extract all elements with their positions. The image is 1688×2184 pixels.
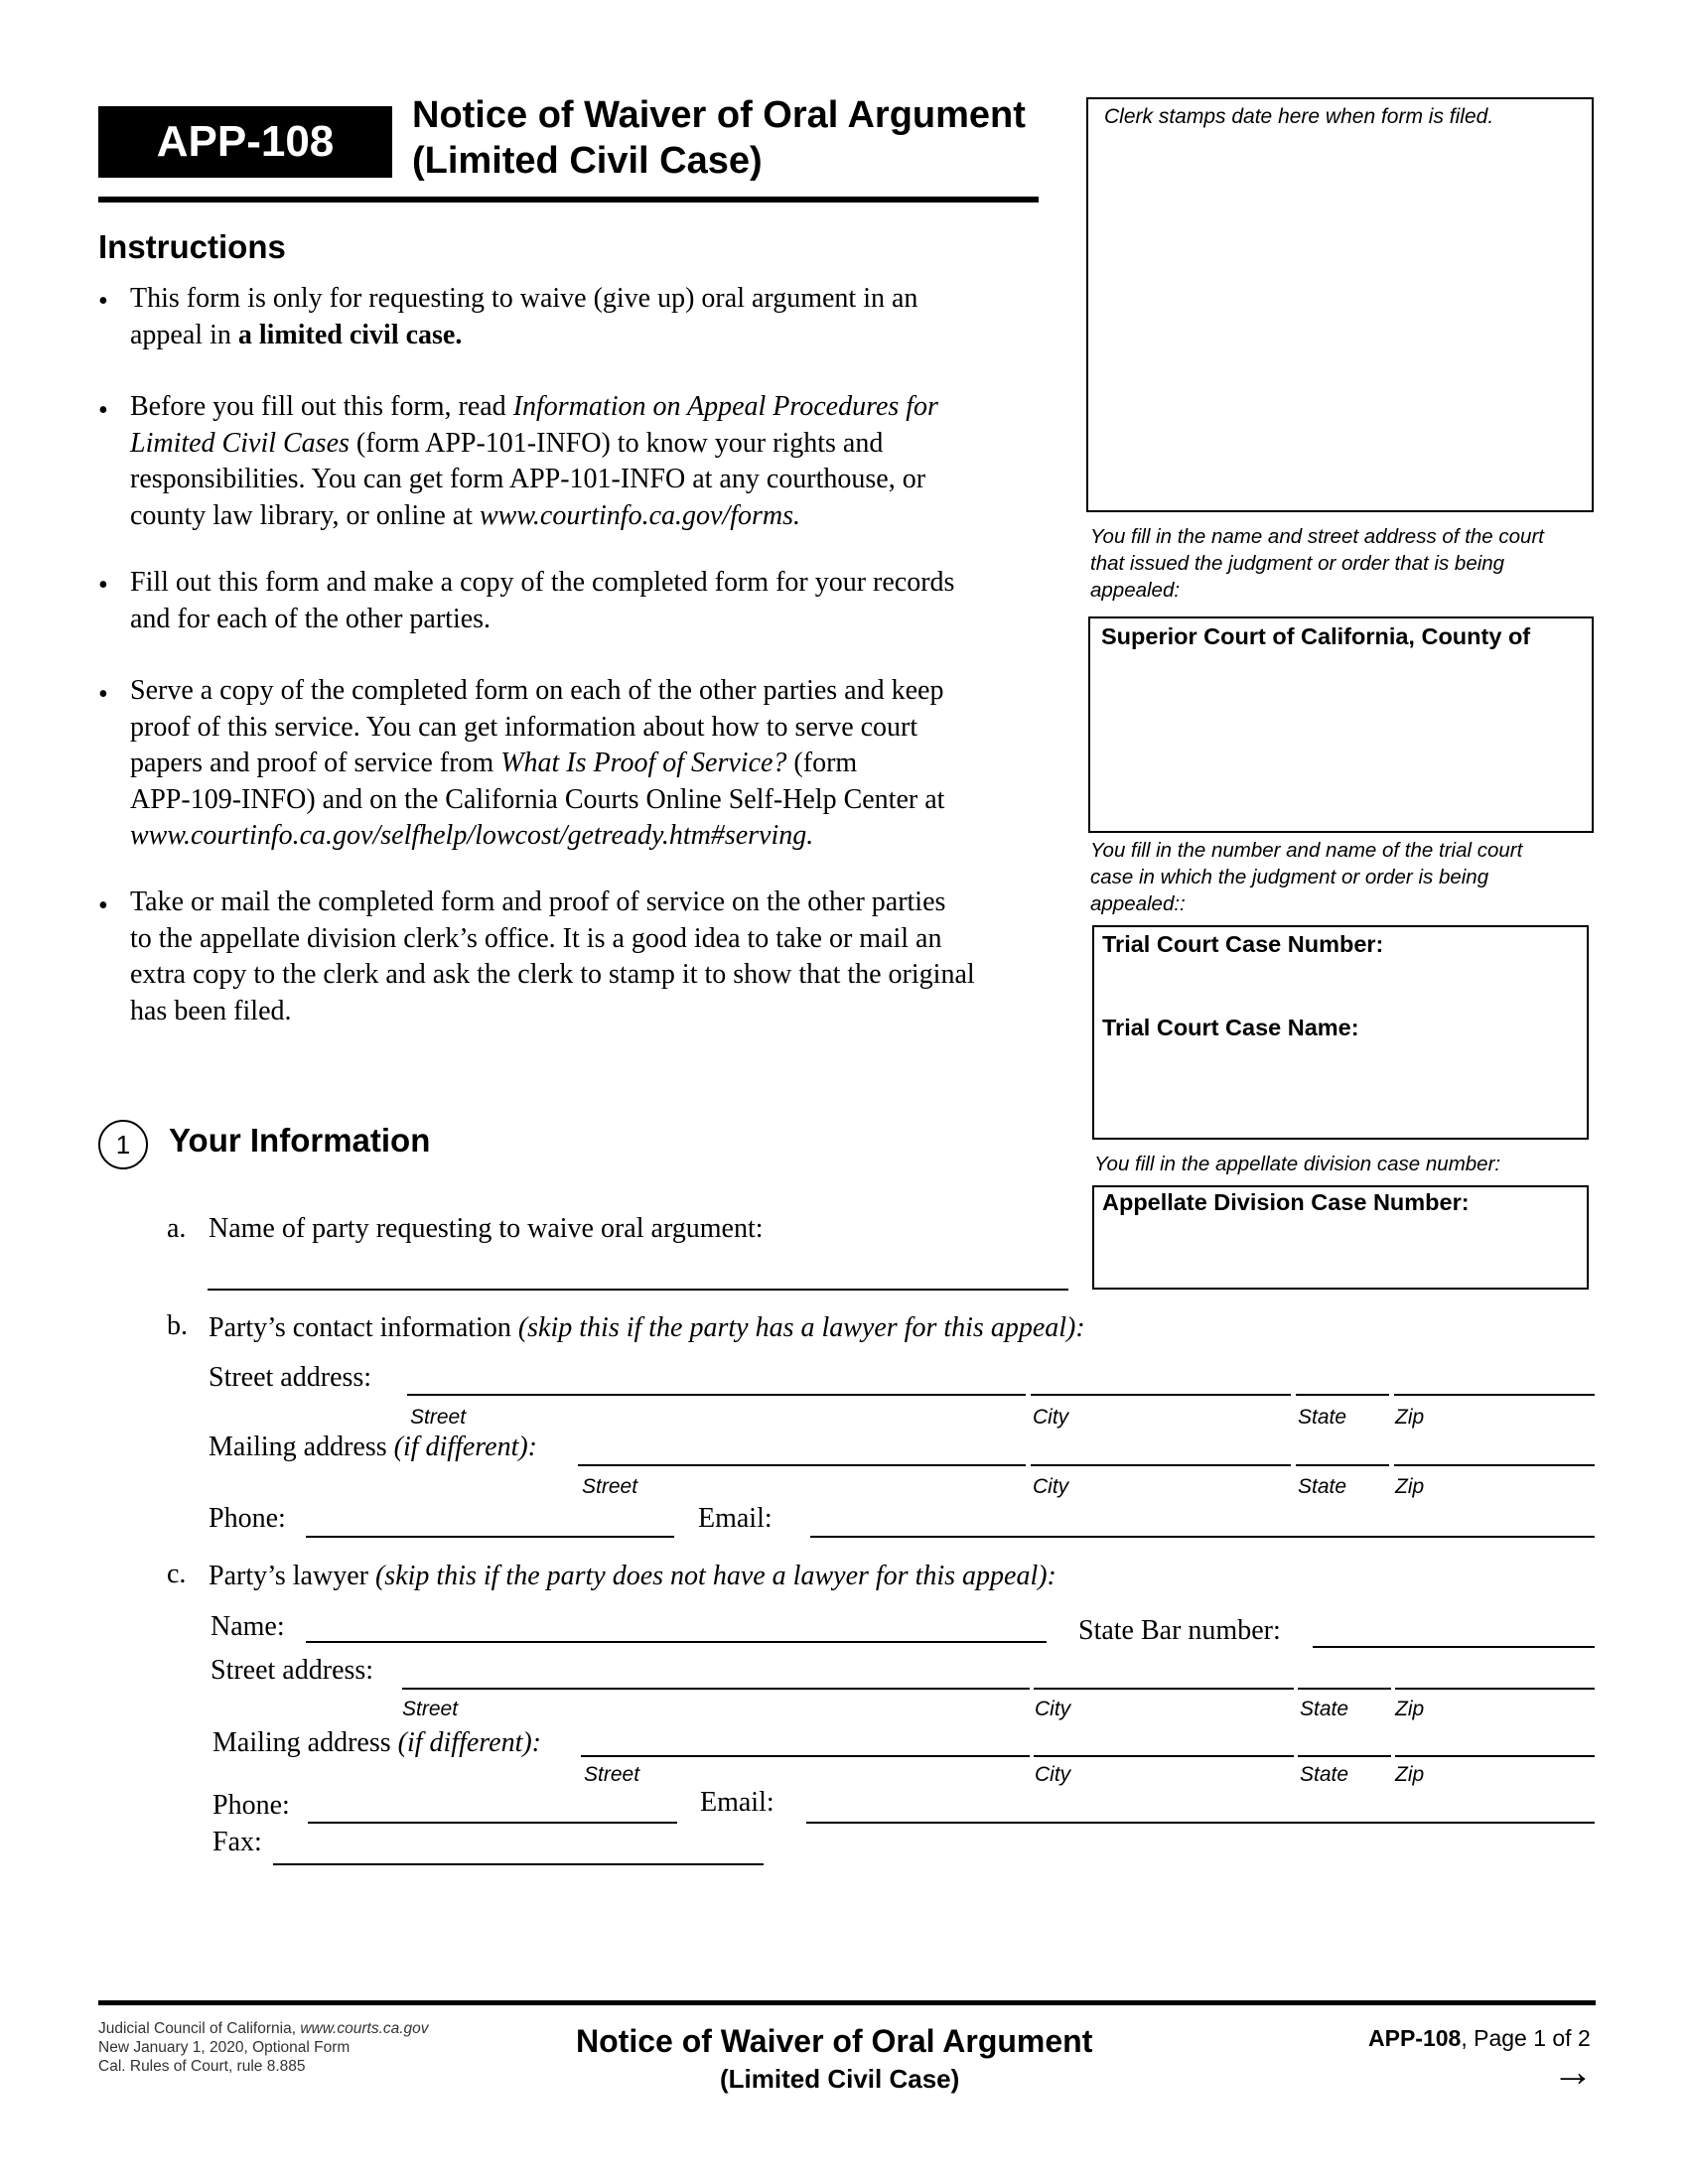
sub-label-zip: Zip <box>1395 1406 1425 1429</box>
instruction-2: Before you fill out this form, read Information on Appeal Procedures for Limited Civil Cases (form APP-101-INFO) to know your rights and responsibilities. You can get form APP-101-INFO at any courthouse, or county law library, or online at www.courtinfo.ca.gov/forms. <box>130 391 938 531</box>
form-subtitle: (Limited Civil Case) <box>412 140 763 182</box>
lawyer-phone-label: Phone: <box>212 1790 290 1821</box>
bullet-dot: • <box>98 890 108 921</box>
lawyer-street-address-label: Street address: <box>211 1655 374 1686</box>
party-state-input[interactable] <box>1296 1394 1389 1396</box>
lawyer-phone-input[interactable] <box>308 1822 677 1824</box>
sub-label-street: Street <box>402 1698 459 1720</box>
title-rule <box>98 197 1039 203</box>
fax-label: Fax: <box>212 1827 262 1857</box>
bullet-dot: • <box>98 395 108 426</box>
bullet-dot: • <box>98 570 108 601</box>
lawyer-city-input[interactable] <box>1034 1688 1294 1690</box>
lawyer-email-label: Email: <box>700 1787 774 1818</box>
party-name-input[interactable] <box>208 1289 1068 1291</box>
clerk-stamp-label: Clerk stamps date here when form is filed. <box>1104 105 1494 128</box>
item-a-marker: a. <box>167 1213 187 1244</box>
lawyer-state-input[interactable] <box>1298 1688 1391 1690</box>
contact-info-label: Party’s contact information (skip this if the party has a lawyer for this appeal): <box>209 1312 1085 1343</box>
lawyer-mailing-zip-input[interactable] <box>1395 1755 1595 1757</box>
state-bar-label: State Bar number: <box>1078 1615 1281 1646</box>
sub-label-street: Street <box>410 1406 467 1429</box>
trial-case-name-label: Trial Court Case Name: <box>1102 1015 1359 1040</box>
court-name-label: Superior Court of California, County of <box>1101 623 1531 649</box>
clerk-stamp-box <box>1086 97 1594 512</box>
bullet-dot: • <box>98 286 108 317</box>
footer-publisher: Judicial Council of California, www.courts.ca.gov <box>98 2020 429 2037</box>
lawyer-mailing-state-input[interactable] <box>1298 1755 1391 1757</box>
phone-label: Phone: <box>209 1503 286 1534</box>
instruction-1: This form is only for requesting to waive (give up) oral argument in an appeal in a limited civil case. <box>130 283 918 350</box>
lawyer-label: Party’s lawyer (skip this if the party does not have a lawyer for this appeal): <box>209 1561 1056 1591</box>
footer-revision: New January 1, 2020, Optional Form <box>98 2039 351 2056</box>
party-mailing-city-input[interactable] <box>1031 1464 1291 1466</box>
lawyer-mailing-address-label: Mailing address (if different): <box>212 1727 542 1758</box>
footer-rule-citation: Cal. Rules of Court, rule 8.885 <box>98 2058 306 2075</box>
sub-label-zip: Zip <box>1395 1698 1425 1720</box>
party-city-input[interactable] <box>1031 1394 1291 1396</box>
party-mailing-state-input[interactable] <box>1296 1464 1389 1466</box>
sub-label-zip: Zip <box>1395 1475 1425 1498</box>
sub-label-street: Street <box>582 1475 638 1498</box>
form-title: Notice of Waiver of Oral Argument <box>412 94 1026 136</box>
lawyer-mailing-street-input[interactable] <box>581 1755 1030 1757</box>
lawyer-mailing-city-input[interactable] <box>1034 1755 1294 1757</box>
next-page-arrow-icon: → <box>1552 2048 1594 2095</box>
lawyer-fax-input[interactable] <box>273 1863 764 1865</box>
party-name-label: Name of party requesting to waive oral argument: <box>209 1213 764 1244</box>
street-address-label: Street address: <box>209 1362 372 1393</box>
sub-label-city: City <box>1035 1698 1071 1720</box>
lawyer-email-input[interactable] <box>806 1822 1595 1824</box>
email-label: Email: <box>698 1503 773 1534</box>
footer-rule <box>98 2000 1596 2005</box>
trial-case-hint: You fill in the number and name of the trial court case in which the judgment or order is being appealed:: <box>1090 839 1523 915</box>
party-phone-input[interactable] <box>306 1536 674 1538</box>
instructions-heading: Instructions <box>98 228 286 265</box>
state-bar-input[interactable] <box>1313 1646 1595 1648</box>
form-number-badge: APP-108 <box>98 106 392 178</box>
lawyer-name-label: Name: <box>211 1611 285 1642</box>
appellate-case-number-label: Appellate Division Case Number: <box>1102 1189 1470 1215</box>
lawyer-name-input[interactable] <box>306 1641 1047 1643</box>
sub-label-state: State <box>1298 1475 1347 1498</box>
instruction-3: Fill out this form and make a copy of the completed form for your records and for each of the other parties. <box>130 567 955 634</box>
sub-label-state: State <box>1298 1406 1347 1429</box>
bullet-dot: • <box>98 679 108 710</box>
trial-case-number-label: Trial Court Case Number: <box>1102 931 1384 957</box>
footer-page-number: APP-108, Page 1 of 2 <box>1368 2025 1591 2051</box>
party-email-input[interactable] <box>810 1536 1595 1538</box>
section-number-circle: 1 <box>98 1120 148 1169</box>
sub-label-state: State <box>1300 1698 1349 1720</box>
sub-label-city: City <box>1033 1406 1069 1429</box>
footer-subtitle: (Limited Civil Case) <box>720 2064 960 2094</box>
mailing-address-label: Mailing address (if different): <box>209 1432 538 1462</box>
court-hint: You fill in the name and street address of the court that issued the judgment or order that is being appealed: <box>1090 525 1544 602</box>
appellate-hint: You fill in the appellate division case number: <box>1094 1153 1501 1175</box>
sub-label-city: City <box>1035 1763 1071 1786</box>
sub-label-zip: Zip <box>1395 1763 1425 1786</box>
party-zip-input[interactable] <box>1394 1394 1595 1396</box>
item-b-marker: b. <box>167 1310 188 1341</box>
sub-label-city: City <box>1033 1475 1069 1498</box>
section-title: Your Information <box>169 1122 431 1159</box>
party-mailing-zip-input[interactable] <box>1394 1464 1595 1466</box>
sub-label-state: State <box>1300 1763 1349 1786</box>
court-name-box[interactable] <box>1088 616 1594 833</box>
lawyer-street-input[interactable] <box>402 1688 1030 1690</box>
lawyer-zip-input[interactable] <box>1395 1688 1595 1690</box>
item-c-marker: c. <box>167 1559 187 1589</box>
trial-case-box[interactable] <box>1092 925 1589 1140</box>
instruction-4: Serve a copy of the completed form on each of the other parties and keep proof of this service. You can get information about how to serve court papers and proof of service from What Is Proof of Service? (form APP-109-INFO) and on the California Courts Online Self-Help Center at www.courtinfo.ca.gov/selfhelp/lowcost/getready.htm#serving. <box>130 675 945 851</box>
appellate-case-box[interactable] <box>1092 1185 1589 1290</box>
instruction-5: Take or mail the completed form and proof of service on the other parties to the appellate division clerk’s office. It is a good idea to take or mail an extra copy to the clerk and ask the clerk to stamp it to show that the original has been filed. <box>130 887 975 1026</box>
footer-title: Notice of Waiver of Oral Argument <box>576 2023 1093 2059</box>
party-street-input[interactable] <box>407 1394 1026 1396</box>
party-mailing-street-input[interactable] <box>578 1464 1026 1466</box>
sub-label-street: Street <box>584 1763 640 1786</box>
